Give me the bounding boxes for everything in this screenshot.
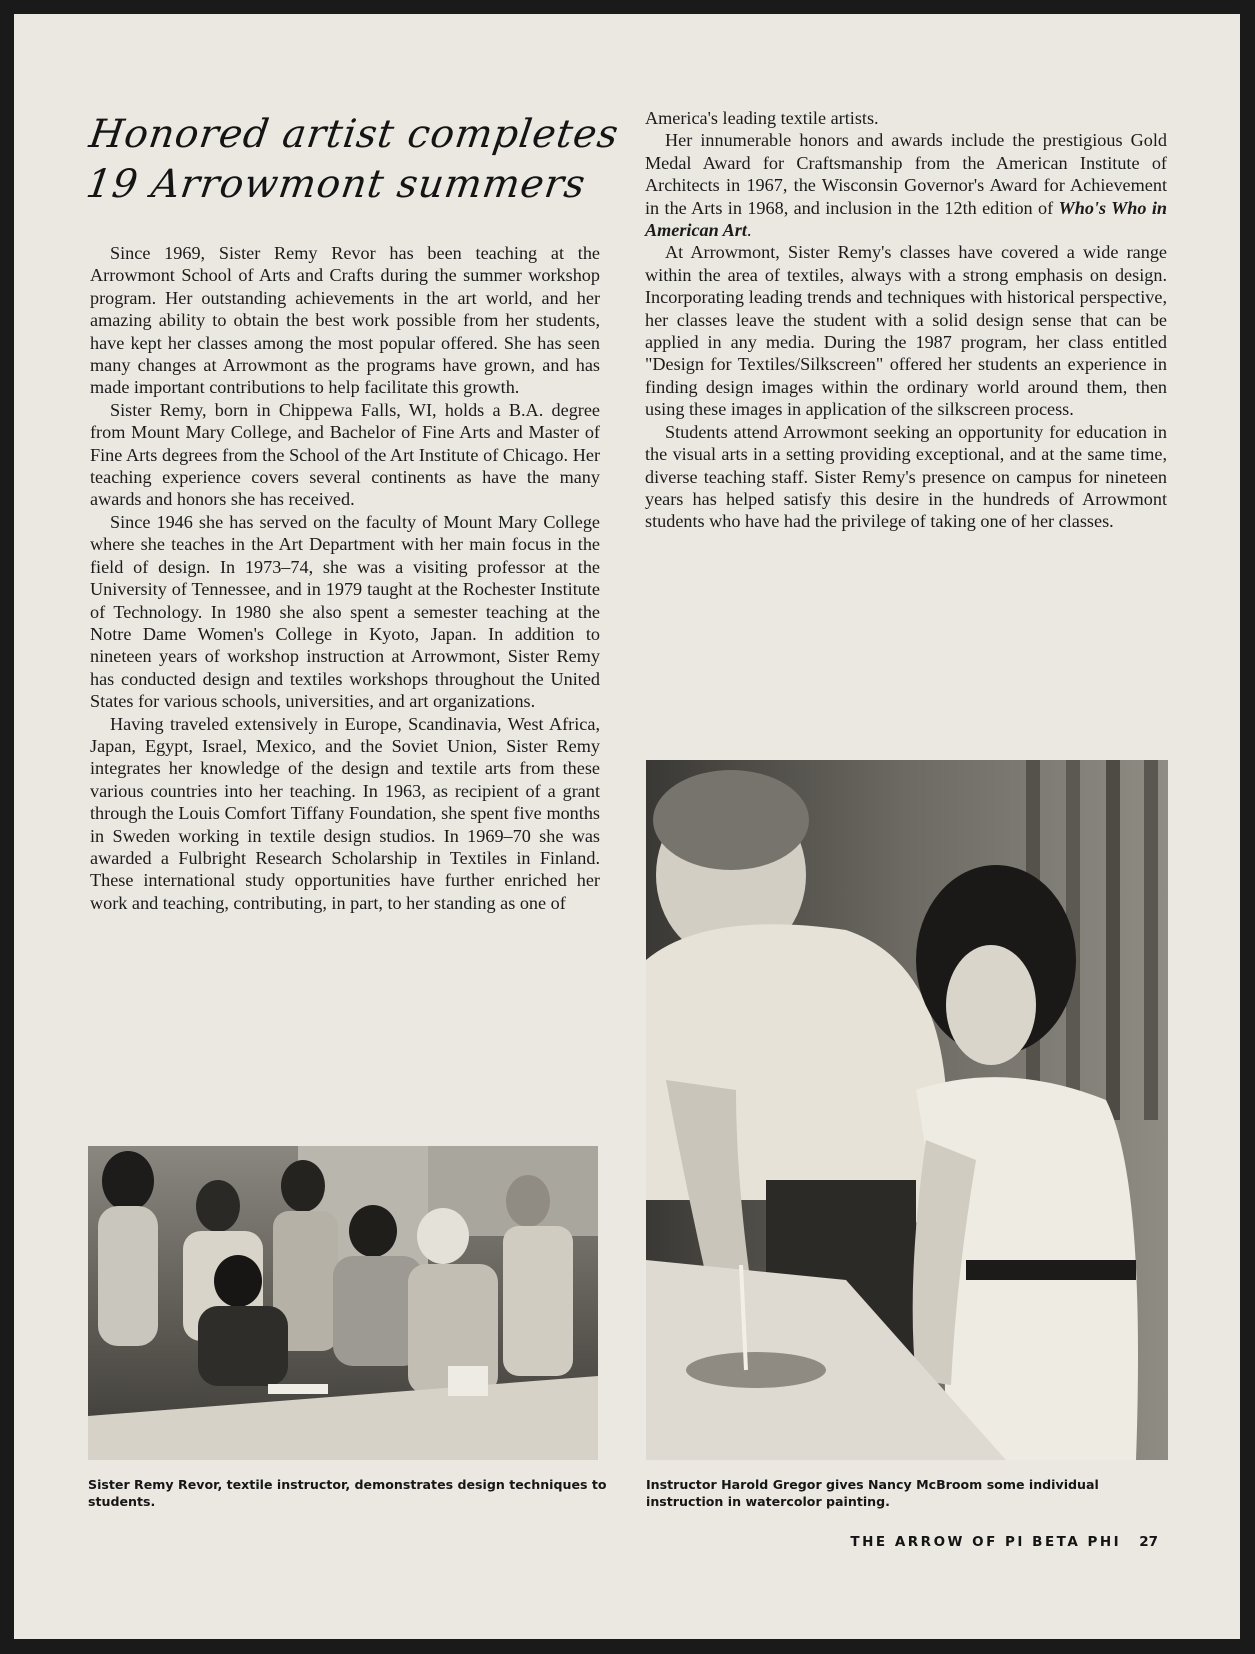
- left-photo-caption: Sister Remy Revor, textile instructor, demonstrates design techniques to students.: [88, 1477, 607, 1509]
- book-title: Who's Who in American Art: [645, 197, 1168, 241]
- publication-name: THE ARROW OF PI BETA PHI: [850, 1534, 1122, 1550]
- headline-line-1: Honored artist completes: [86, 112, 622, 157]
- paragraph: Since 1946 she has served on the faculty of Mount Mary College where she teaches in the Art Department with her main focus in the field of design. In 1973–74, she was a visiting professor at the University of Tennessee, and in 1979 taught at the Rochester Institute of Technology. In 1980 she also spent a semester teaching at the Notre Dame Women's College in Kyoto, Japan. In addition to nineteen years of workshop instruction at Arrowmont, Sister Remy has conducted design and textiles workshops throughout the United States for various schools, universities, and art organizations.: [90, 511, 600, 712]
- honors-text: Her innumerable honors and awards include the prestigious Gold Medal Award for Craftsmanship from the American Institute of Architects in 1967, the Wisconsin Governor's Award for Achievement in the Arts in 1968, and inclusion in the 12th edition of: [645, 130, 1167, 218]
- page-number: 27: [1139, 1534, 1158, 1550]
- photo-class-demonstration-image: [88, 1146, 598, 1460]
- photo-watercolor-instruction-image: [646, 760, 1168, 1460]
- photo-class-demonstration: [88, 1146, 598, 1460]
- honors-end: .: [746, 220, 752, 241]
- right-text-column: [645, 107, 1167, 533]
- paragraph: At Arrowmont, Sister Remy's classes have covered a wide range within the area of textiles, always with a strong emphasis on design. Incorporating leading trends and techniques with historical perspective, her classes leave the student with a solid design sense that can be applied in any media. During the 1987 program, her class entitled "Design for Textiles/Silkscreen" offered her students an experience in finding design images within the ordinary world around them, then using these images in application of the silkscreen process.: [645, 242, 1167, 420]
- paragraph-honors: [645, 129, 1167, 241]
- article-headline: [79, 110, 622, 210]
- paragraph-continuation: America's leading textile artists.: [645, 108, 879, 128]
- photo-watercolor-instruction: [646, 760, 1168, 1460]
- paragraph: Since 1969, Sister Remy Revor has been teaching at the Arrowmont School of Arts and Crafts during the summer workshop program. Her outstanding achievements in the art world, and her amazing ability to obtain the best work possible from her students, have kept her classes among the most popular offered. She has seen many changes at Arrowmont as the programs have grown, and has made important contributions to help facilitate this growth.: [90, 243, 600, 398]
- page-footer: [850, 1534, 1158, 1550]
- paragraph: Having traveled extensively in Europe, Scandinavia, West Africa, Japan, Egypt, Israel, Mexico, and the Soviet Union, Sister Remy integrates her knowledge of the design and textile arts from these various countries into her teaching. In 1963, as recipient of a grant through the Louis Comfort Tiffany Foundation, she spent five months in Sweden working in textile design studios. In 1969–70 she was awarded a Fulbright Research Scholarship in Textiles in Finland. These international study opportunities have further enriched her work and teaching, contributing, in part, to her standing as one of: [90, 713, 600, 913]
- paragraph: Sister Remy, born in Chippewa Falls, WI, holds a B.A. degree from Mount Mary College, and Bachelor of Fine Arts and Master of Fine Arts degrees from the School of the Art Institute of Chicago. Her teaching experience covers several continents as have the many awards and honors she has received.: [90, 399, 600, 510]
- headline-line-2: 19 Arrowmont summers: [83, 162, 589, 207]
- right-photo-caption: Instructor Harold Gregor gives Nancy McBroom some individual instruction in watercolor painting.: [646, 1477, 1099, 1509]
- left-text-column: [90, 242, 600, 914]
- magazine-page: [14, 14, 1240, 1639]
- paragraph: Students attend Arrowmont seeking an opportunity for education in the visual arts in a setting providing exceptional, and at the same time, diverse teaching staff. Sister Remy's presence on campus for nineteen years has helped satisfy this desire in the hundreds of Arrowmont students who have had the privilege of taking one of her classes.: [645, 421, 1167, 532]
